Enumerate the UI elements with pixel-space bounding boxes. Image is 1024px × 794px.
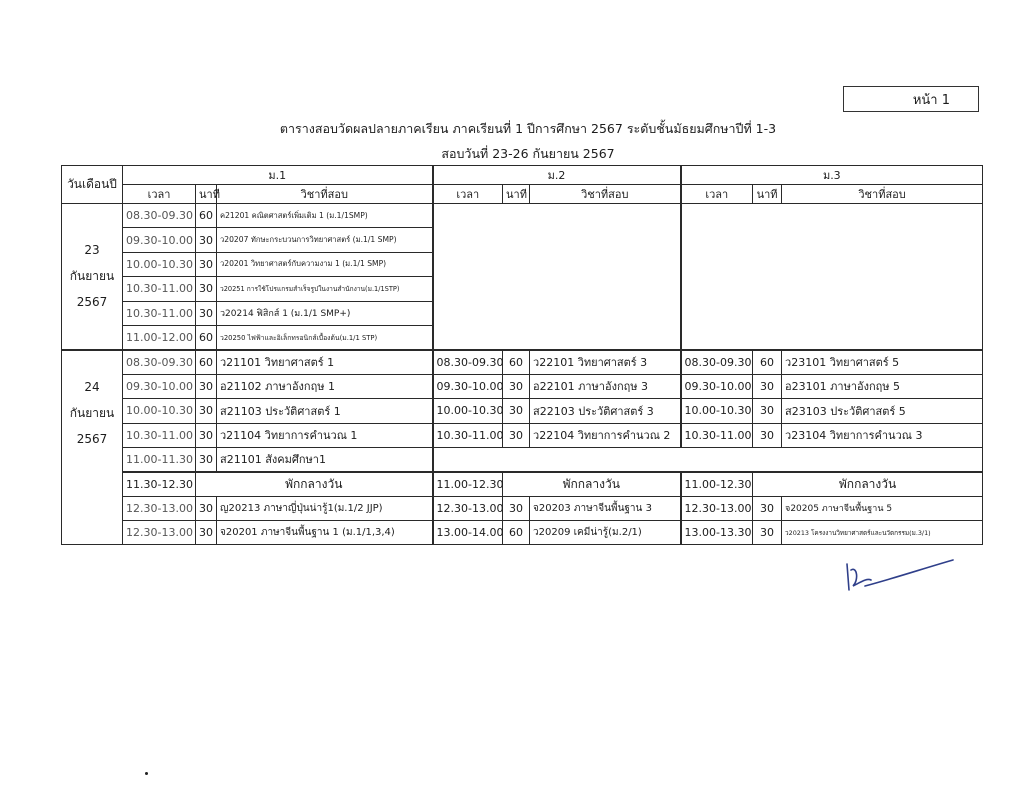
empty-m2-day1	[433, 204, 681, 350]
exam-time: 10.00-10.30	[681, 399, 753, 423]
exam-time: 08.30-09.30	[123, 350, 196, 374]
exam-subject: อ21102 ภาษาอังกฤษ 1	[217, 374, 433, 398]
exam-minutes: 30	[196, 399, 217, 423]
exam-subject: ส21103 ประวัติศาสตร์ 1	[217, 399, 433, 423]
empty-m3-day1	[681, 204, 983, 350]
header-m2-minutes: นาที	[503, 185, 530, 204]
exam-time: 10.00-10.30	[123, 252, 196, 276]
header-m2-time: เวลา	[433, 185, 503, 204]
exam-time: 10.00-10.30	[123, 399, 196, 423]
break-time-m1: 11.30-12.30	[123, 472, 196, 496]
table-row	[62, 521, 983, 545]
header-m3-subject: วิชาที่สอบ	[782, 185, 983, 204]
exam-minutes: 30	[196, 496, 217, 520]
exam-minutes: 30	[196, 301, 217, 325]
break-row	[62, 472, 983, 496]
exam-subject: จ20201 ภาษาจีนพื้นฐาน 1 (ม.1/1,3,4)	[217, 521, 433, 545]
exam-minutes: 30	[503, 423, 530, 447]
stray-dot	[145, 772, 148, 775]
exam-time: 11.00-11.30	[123, 447, 196, 471]
exam-minutes: 30	[196, 521, 217, 545]
exam-minutes: 30	[196, 423, 217, 447]
exam-subject: อ22101 ภาษาอังกฤษ 3	[530, 374, 681, 398]
exam-minutes: 60	[196, 204, 217, 228]
exam-subject: ว21104 วิทยาการคำนวณ 1	[217, 423, 433, 447]
exam-time: 11.00-12.00	[123, 325, 196, 349]
header-m1-time: เวลา	[123, 185, 196, 204]
break-time-m2: 11.00-12.30	[433, 472, 503, 496]
exam-minutes: 30	[753, 374, 782, 398]
document-title: ตารางสอบวัดผลปลายภาคเรียน ภาคเรียนที่ 1 ปีการศึกษา 2567 ระดับชั้นมัธยมศึกษาปีที่ 1-3	[279, 121, 777, 136]
exam-minutes: 30	[196, 252, 217, 276]
exam-minutes: 60	[753, 350, 782, 374]
exam-time: 12.30-13.00	[681, 496, 753, 520]
header-m1-subject: วิชาที่สอบ	[217, 185, 433, 204]
exam-time: 08.30-09.30	[433, 350, 503, 374]
exam-minutes: 60	[196, 350, 217, 374]
exam-time: 12.30-13.00	[123, 496, 196, 520]
exam-minutes: 60	[503, 350, 530, 374]
exam-time: 09.30-10.00	[123, 228, 196, 252]
date-year: 2567	[76, 431, 108, 446]
exam-subject: ญ20213 ภาษาญี่ปุ่นน่ารู้1(ม.1/2 JJP)	[217, 496, 433, 520]
exam-subject: ว21101 วิทยาศาสตร์ 1	[217, 350, 433, 374]
exam-minutes: 30	[753, 521, 782, 545]
exam-subject: จ20203 ภาษาจีนพื้นฐาน 3	[530, 496, 681, 520]
header-m1-minutes: นาที	[196, 185, 217, 204]
date-month: กันยายน	[69, 405, 115, 420]
header-m3-minutes: นาที	[753, 185, 782, 204]
exam-subject: ส23103 ประวัติศาสตร์ 5	[782, 399, 983, 423]
exam-time: 10.00-10.30	[433, 399, 503, 423]
date-cell-day1	[62, 204, 123, 350]
exam-minutes: 30	[503, 374, 530, 398]
table-row	[62, 423, 983, 447]
break-label-m1: พักกลางวัน	[196, 472, 433, 496]
date-day: 23	[84, 243, 100, 258]
table-row	[62, 496, 983, 520]
exam-subject: ค21201 คณิตศาสตร์เพิ่มเติม 1 (ม.1/1SMP)	[217, 204, 433, 228]
header-row-grade	[62, 166, 983, 185]
break-label-m2: พักกลางวัน	[503, 472, 681, 496]
exam-time: 09.30-10.00	[123, 374, 196, 398]
exam-minutes: 30	[196, 277, 217, 301]
exam-subject: ว22104 วิทยาการคำนวณ 2	[530, 423, 681, 447]
exam-subject: ว22101 วิทยาศาสตร์ 3	[530, 350, 681, 374]
exam-minutes: 60	[503, 521, 530, 545]
exam-minutes: 30	[196, 447, 217, 471]
exam-minutes: 30	[753, 423, 782, 447]
table-row	[62, 447, 983, 471]
exam-time: 09.30-10.00	[433, 374, 503, 398]
table-row	[62, 204, 983, 228]
exam-time: 12.30-13.00	[123, 521, 196, 545]
exam-subject: ส22103 ประวัติศาสตร์ 3	[530, 399, 681, 423]
exam-subject: จ20205 ภาษาจีนพื้นฐาน 5	[782, 496, 983, 520]
date-month: กันยายน	[69, 269, 115, 284]
exam-subject: ว23101 วิทยาศาสตร์ 5	[782, 350, 983, 374]
table-row	[62, 350, 983, 374]
exam-subject: ว20214 ฟิสิกส์ 1 (ม.1/1 SMP+)	[217, 301, 433, 325]
page-number-box	[843, 86, 979, 112]
exam-time: 10.30-11.00	[681, 423, 753, 447]
header-m3-time: เวลา	[681, 185, 753, 204]
exam-subject: ว20251 การใช้โปรแกรมสำเร็จรูปในงานสำนักงาน(ม.1/1STP)	[217, 277, 433, 301]
document-subtitle: สอบวันที่ 23-26 กันยายน 2567	[441, 146, 615, 161]
exam-time: 10.30-11.00	[123, 301, 196, 325]
break-label-m3: พักกลางวัน	[753, 472, 983, 496]
exam-subject: ว20209 เคมีน่ารู้(ม.2/1)	[530, 521, 681, 545]
break-time-m3: 11.00-12.30	[681, 472, 753, 496]
exam-minutes: 30	[753, 399, 782, 423]
exam-subject: ว20207 ทักษะกระบวนการวิทยาศาสตร์ (ม.1/1 SMP)	[217, 228, 433, 252]
exam-minutes: 30	[503, 496, 530, 520]
table-row	[62, 374, 983, 398]
exam-time: 10.30-11.00	[433, 423, 503, 447]
table-row	[62, 399, 983, 423]
exam-subject: ว20250 ไฟฟ้าและอิเล็กทรอนิกส์เบื้องต้น(ม.1/1 STP)	[217, 325, 433, 349]
date-year: 2567	[76, 295, 108, 310]
header-m2: ม.2	[433, 166, 681, 185]
exam-time: 08.30-09.30	[681, 350, 753, 374]
exam-subject: ว20201 วิทยาศาสตร์กับความงาม 1 (ม.1/1 SMP)	[217, 252, 433, 276]
header-m1: ม.1	[123, 166, 433, 185]
exam-time: 10.30-11.00	[123, 277, 196, 301]
exam-time: 13.00-13.30	[681, 521, 753, 545]
exam-subject: ส21101 สังคมศึกษา1	[217, 447, 433, 471]
exam-subject: ว23104 วิทยาการคำนวณ 3	[782, 423, 983, 447]
header-m3: ม.3	[681, 166, 983, 185]
exam-subject: อ23101 ภาษาอังกฤษ 5	[782, 374, 983, 398]
exam-minutes: 30	[503, 399, 530, 423]
exam-minutes: 30	[196, 374, 217, 398]
header-row-columns	[62, 185, 983, 204]
exam-schedule-table	[61, 165, 983, 545]
header-date: วันเดือนปี	[62, 166, 123, 204]
exam-time: 13.00-14.00	[433, 521, 503, 545]
empty-m2-m3-extra	[433, 447, 983, 471]
header-m2-subject: วิชาที่สอบ	[530, 185, 681, 204]
exam-time: 09.30-10.00	[681, 374, 753, 398]
exam-minutes: 60	[196, 325, 217, 349]
date-day: 24	[84, 379, 100, 394]
signature-mark	[805, 556, 955, 596]
page-number-label: หน้า 1	[912, 92, 950, 108]
exam-time: 12.30-13.00	[433, 496, 503, 520]
exam-time: 08.30-09.30	[123, 204, 196, 228]
exam-minutes: 30	[753, 496, 782, 520]
date-cell-day2	[62, 350, 123, 545]
exam-time: 10.30-11.00	[123, 423, 196, 447]
exam-subject: ว20213 โครงงานวิทยาศาสตร์และนวัตกรรม(ม.3/1)	[782, 521, 983, 545]
exam-minutes: 30	[196, 228, 217, 252]
